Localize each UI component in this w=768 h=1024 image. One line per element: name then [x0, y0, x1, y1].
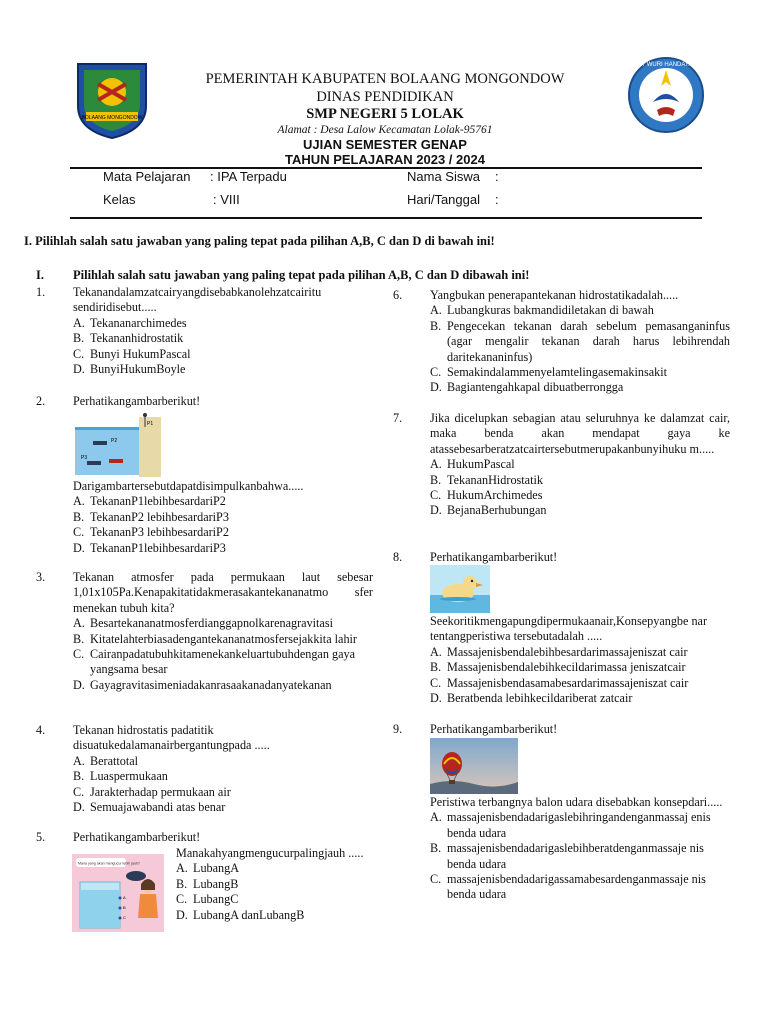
- question-8-body: [430, 614, 730, 706]
- option-c[interactable]: C. Bunyi HukumPascal: [73, 346, 191, 361]
- option-b[interactable]: B. LubangB: [176, 876, 239, 891]
- label-a: A: [123, 895, 126, 900]
- right-logo-text: TUT WURI HANDAYANI: [633, 62, 699, 68]
- question-text: Perhatikangambarberikut!: [73, 830, 201, 844]
- question-text: Perhatikangambarberikut!: [430, 722, 558, 736]
- option-a[interactable]: A. Tekananarchimedes: [73, 315, 187, 330]
- question-text: Perhatikangambarberikut!: [430, 550, 558, 564]
- option-d[interactable]: D. TekananP1lebihbesardariP3: [73, 540, 226, 555]
- option-b[interactable]: B. Pengecekan tekanan darah sebelum pemasanganinfus (agar mengalir tekanan darah harus lebihrendah daritekananinfus): [430, 318, 730, 364]
- label-p1: P1: [147, 421, 154, 427]
- option-d[interactable]: D. Beratbenda lebihkecildariberat zatcair: [430, 691, 633, 706]
- question-number: 3.: [36, 570, 46, 584]
- option-d[interactable]: D. LubangA danLubangB: [176, 907, 305, 922]
- option-a[interactable]: A. massajenisbendadarigaslebihringandenganmassaj enis benda udara: [430, 810, 711, 840]
- hot-air-balloon-figure: [430, 738, 518, 794]
- subject-label: Mata Pelajaran: [103, 169, 191, 184]
- question-9-body: [430, 795, 730, 903]
- label-c: C: [123, 915, 126, 920]
- question-number: 1.: [36, 285, 46, 299]
- question-number: 5.: [36, 830, 46, 844]
- option-a[interactable]: A. TekananP1lebihbesardariP2: [73, 494, 226, 509]
- question-text: Yangbukan penerapantekanan hidrostatikadalah.....: [430, 288, 679, 302]
- option-d[interactable]: D. BunyiHukumBoyle: [73, 362, 186, 377]
- option-b[interactable]: B. Tekananhidrostatik: [73, 331, 184, 346]
- question-text: Tekanan atmosfer pada permukaan laut sebesar 1,01x105Pa.Kenapakitatidakmerasakantekananatmo sfer menekan tubuh kita?: [73, 570, 373, 615]
- option-b[interactable]: B. Kitatelahterbiasadengantekananatmosfersejakkita lahir: [73, 631, 357, 646]
- option-c[interactable]: C. LubangC: [176, 892, 239, 907]
- question-number: 6.: [393, 288, 403, 302]
- option-a[interactable]: A. Massajenisbendalebihbesardarimassajeniszat cair: [430, 644, 688, 659]
- subject-value: : IPA Terpadu: [210, 169, 287, 184]
- water-tank-figure: [72, 854, 164, 932]
- option-c[interactable]: C. Semakindalammenyelamtelingasemakinsakit: [430, 365, 667, 380]
- question-text: Tekanandalamzatcairyangdisebabkanolehzatcairitu sendiridisebut.....: [73, 285, 322, 315]
- option-a[interactable]: A. Besartekananatmosferdianggapnolkarenagravitasi: [73, 616, 333, 631]
- option-b[interactable]: B. massajenisbendadarigaslebihberatdenganmassaje nis benda udara: [430, 841, 704, 871]
- option-a[interactable]: A. LubangA: [176, 861, 240, 876]
- option-d[interactable]: D. Bagiantengahkapal dibuatberrongga: [430, 380, 624, 395]
- question-number: 4.: [36, 723, 46, 737]
- day-label: Hari/Tanggal: [407, 192, 480, 207]
- question-text: Perhatikangambarberikut!: [73, 394, 201, 408]
- option-b[interactable]: B. Massajenisbendalebihkecildarimassa jeniszatcair: [430, 660, 686, 675]
- label-b: B: [123, 905, 126, 910]
- name-value: :: [495, 169, 499, 184]
- option-d[interactable]: D. Semuajawabandi atas benar: [73, 800, 226, 815]
- option-b[interactable]: B. TekananP2 lebihbesardariP3: [73, 509, 229, 524]
- label-p3: P3: [81, 455, 88, 461]
- day-value: :: [495, 192, 499, 207]
- question-text: Tekanan hidrostatis padatitik disuatukedalamanairbergantungpada .....: [73, 723, 270, 753]
- info-divider: [70, 217, 702, 219]
- right-logo: [627, 56, 705, 134]
- left-logo-ribbon: BOLAANG MONGONDOW: [81, 115, 143, 121]
- option-c[interactable]: C. Jarakterhadap permukaan air: [73, 784, 231, 799]
- question-2-body: [73, 479, 373, 556]
- header-line1: PEMERINTAH KABUPATEN BOLAANG MONGONDOW: [205, 71, 565, 87]
- class-label: Kelas: [103, 192, 136, 207]
- header-line2: DINAS PENDIDIKAN: [316, 89, 454, 105]
- question-text-2: Manakahyangmengucurpalingjauh .....: [176, 846, 364, 860]
- question-text-2: Seekoritikmengapungdipermukaanair,Konsepyangbe nar tentangperistiwa tersebutadalah .....: [430, 614, 708, 644]
- main-instruction: I. Pilihlah salah satu jawaban yang paling tepat pada pilihan A,B, C dan D di bawah ini!: [24, 234, 495, 248]
- left-logo: [74, 60, 150, 140]
- label-p2: P2: [111, 438, 118, 444]
- exam-title: UJIAN SEMESTER GENAP: [303, 137, 467, 152]
- section-instruction: Pilihlah salah satu jawaban yang paling tepat pada pilihan A,B, C dan D dibawah ini!: [73, 268, 530, 282]
- option-b[interactable]: B. Luaspermukaan: [73, 769, 168, 784]
- diver-pressure-figure: [73, 413, 161, 477]
- school-name: SMP NEGERI 5 LOLAK: [306, 106, 464, 122]
- question-number: 9.: [393, 722, 403, 736]
- bubble-text: Mana yang akan mengucur lebih jauh?: [78, 861, 140, 866]
- option-c[interactable]: C. HukumArchimedes: [430, 488, 543, 503]
- option-c[interactable]: C. Cairanpadatubuhkitamenekankeluartubuhdengan gaya yangsama besar: [73, 647, 355, 677]
- duck-figure: [430, 565, 490, 613]
- option-d[interactable]: D. Gayagravitasimeniadakanrasaakanadanyatekanan: [73, 677, 332, 692]
- option-a[interactable]: A. HukumPascal: [430, 457, 515, 472]
- option-b[interactable]: B. TekananHidrostatik: [430, 472, 543, 487]
- question-text-2: Peristiwa terbangnya balon udara disebabkan konsepdari.....: [430, 795, 723, 809]
- question-5-body: [176, 846, 376, 923]
- option-c[interactable]: C. TekananP3 lebihbesardariP2: [73, 525, 229, 540]
- option-c[interactable]: C. Massajenisbendasamabesardarimassajeniszat cair: [430, 675, 689, 690]
- class-value: : VIII: [213, 192, 240, 207]
- section-number: I.: [36, 268, 44, 282]
- option-a[interactable]: A. Lubangkuras bakmandidiletakan di bawah: [430, 303, 654, 318]
- option-a[interactable]: A. Berattotal: [73, 753, 139, 768]
- question-text-2: Darigambartersebutdapatdisimpulkanbahwa.....: [73, 479, 304, 493]
- question-text: Jika dicelupkan sebagian atau seluruhnya ke dalamzat cair, maka benda akan mendapat gaya ke atassebesarberatzatcairtersebutmerupakanbunyihuku m.....: [430, 411, 730, 456]
- name-label: Nama Siswa: [407, 169, 480, 184]
- option-d[interactable]: D. BejanaBerhubungan: [430, 503, 547, 518]
- question-number: 2.: [36, 394, 46, 408]
- school-address: Alamat : Desa Lalow Kecamatan Lolak-95761: [277, 124, 493, 136]
- exam-year: TAHUN PELAJARAN 2023 / 2024: [285, 152, 485, 167]
- option-c[interactable]: C. massajenisbendadarigassamabesardenganmassaje nis benda udara: [430, 872, 706, 902]
- question-number: 8.: [393, 550, 403, 564]
- question-number: 7.: [393, 411, 403, 425]
